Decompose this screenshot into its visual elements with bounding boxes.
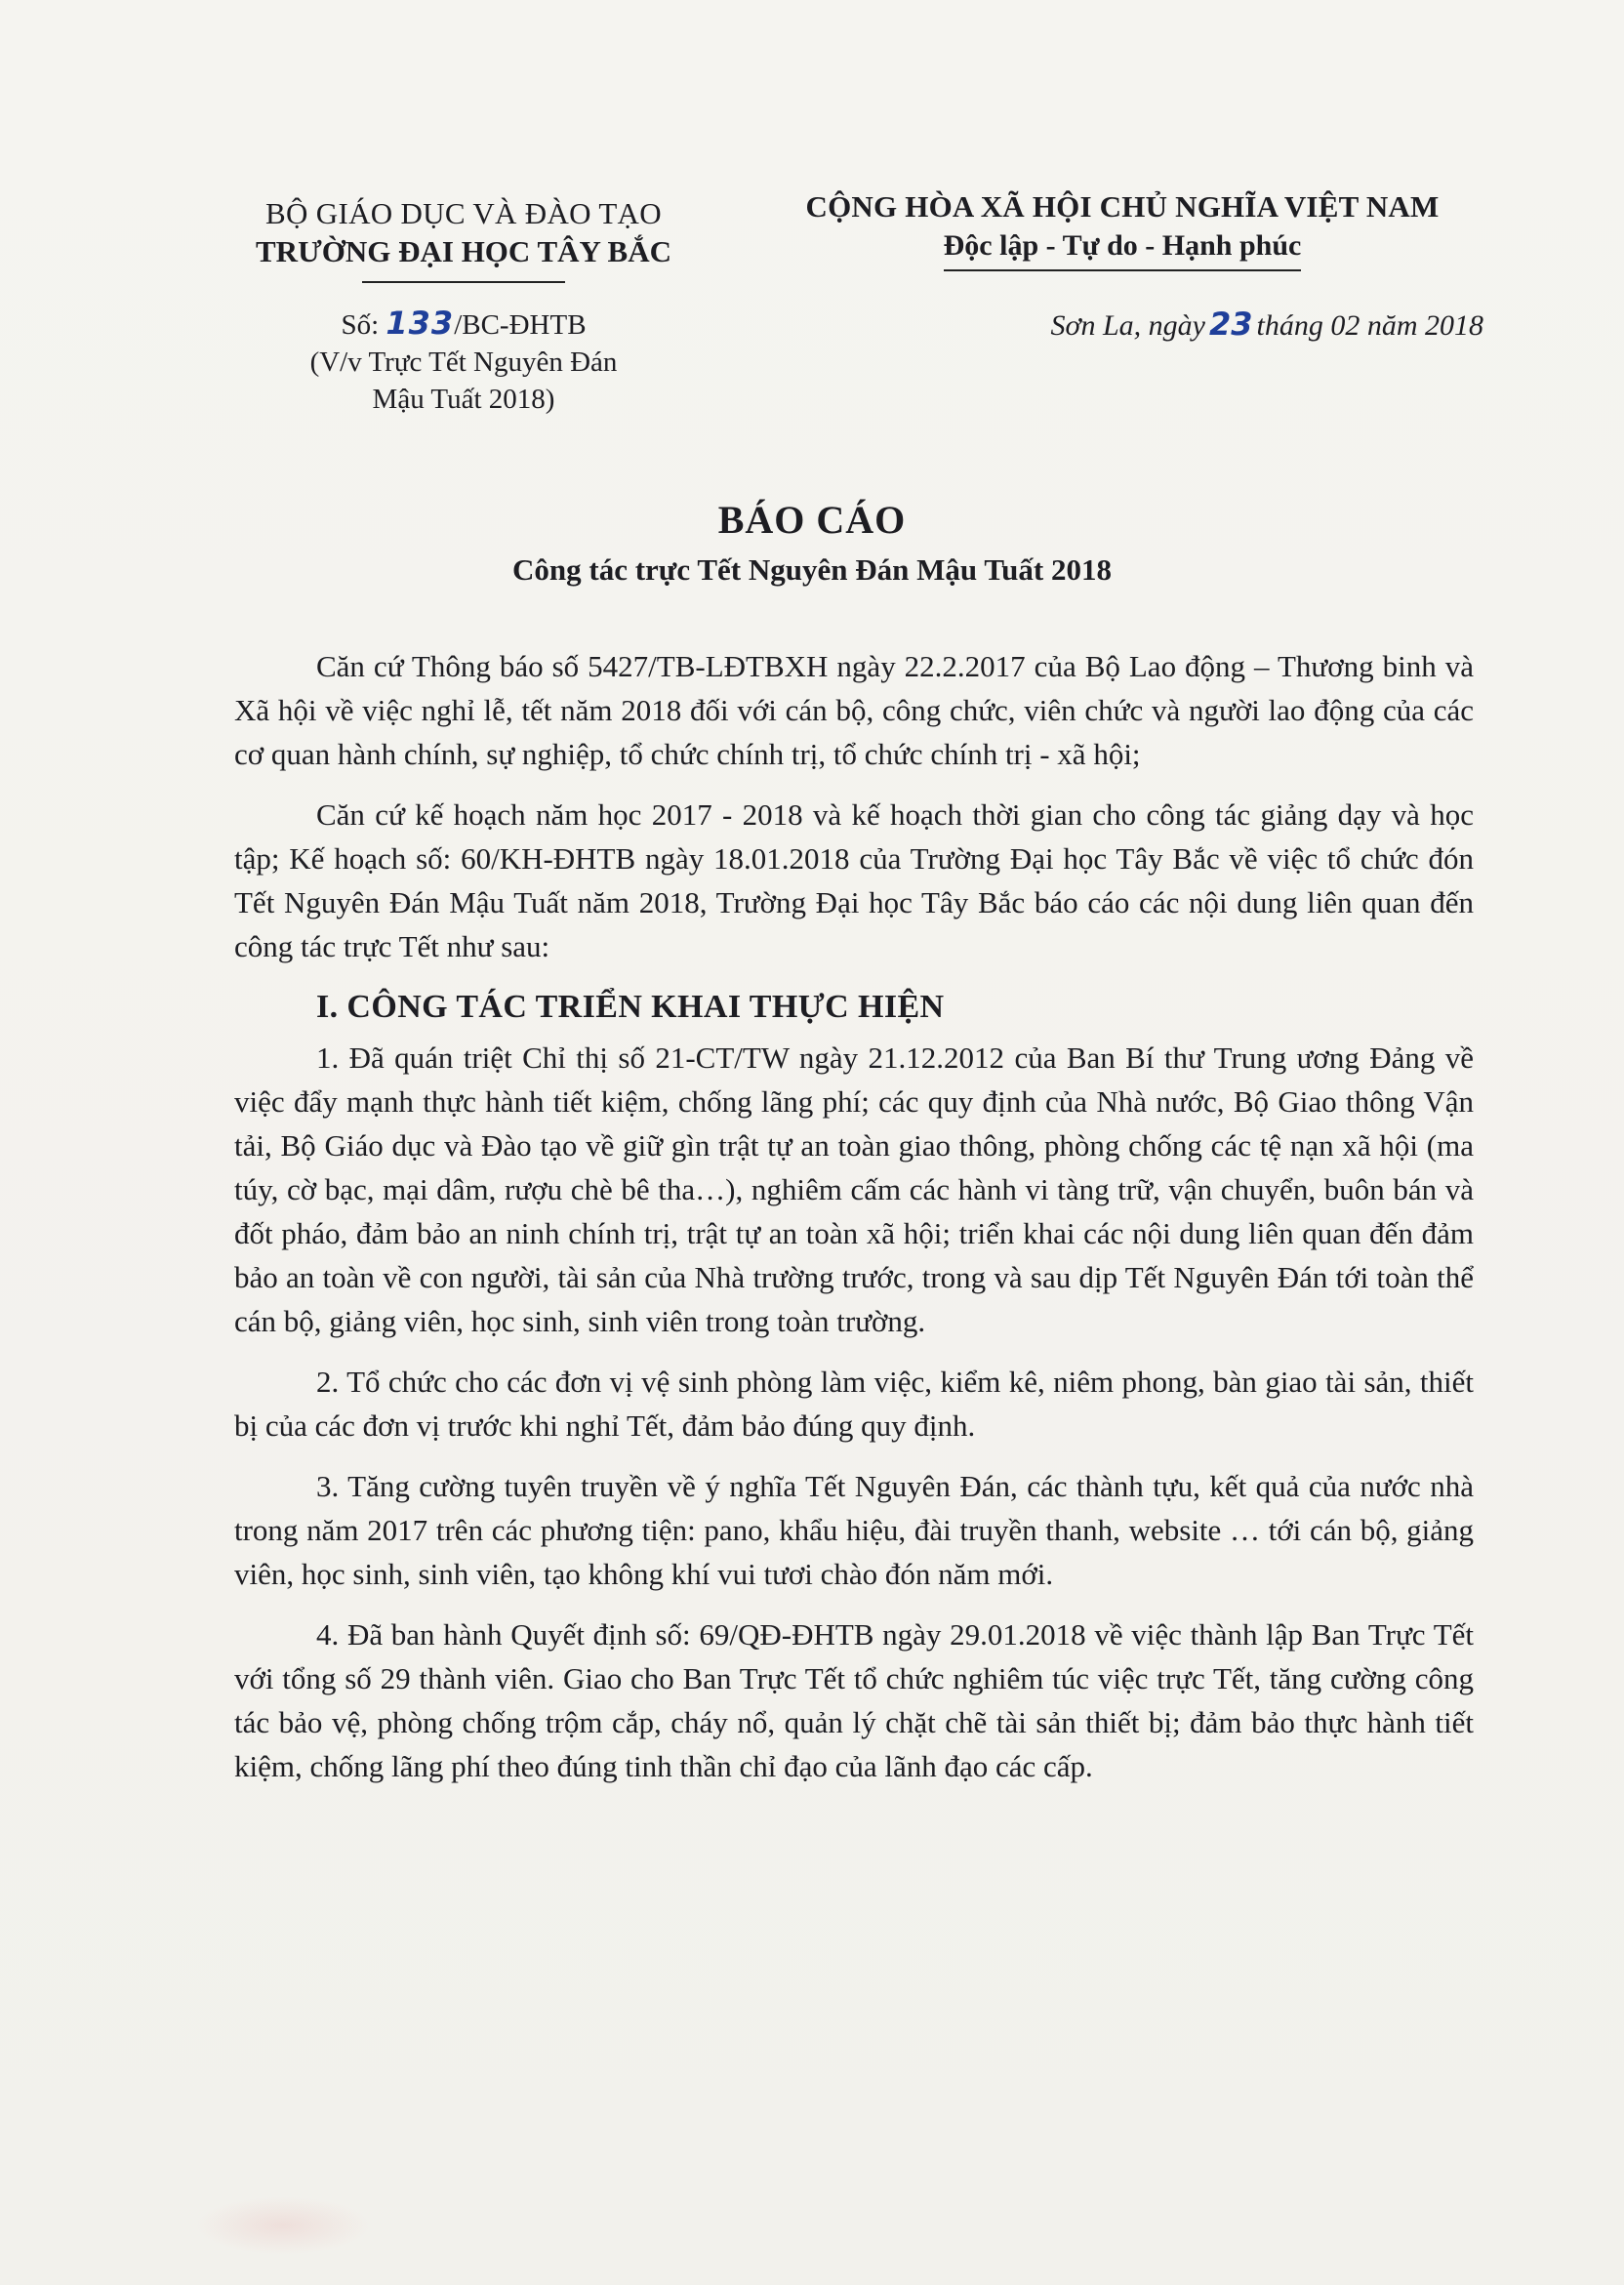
list-item-2: 2. Tổ chức cho các đơn vị vệ sinh phòng làm việc, kiểm kê, niêm phong, bàn giao tài sản, thiết bị của các đơn vị trước khi nghỉ Tết, đảm bảo đúng quy định. <box>234 1365 1474 1443</box>
national-motto: Độc lập - Tự do - Hạnh phúc <box>944 226 1302 271</box>
document-number-suffix: /BC-ĐHTB <box>454 309 587 341</box>
issuer-block <box>190 195 737 418</box>
document-number <box>190 305 737 344</box>
place-date-suffix: tháng 02 năm 2018 <box>1256 309 1483 342</box>
subject-line-2: Mậu Tuất 2018) <box>372 384 555 415</box>
national-header <box>761 187 1483 271</box>
list-item-3: 3. Tăng cường tuyên truyền về ý nghĩa Tết Nguyên Đán, các thành tựu, kết quả của nước nhà trong năm 2017 trên các phương tiện: pano, khẩu hiệu, đài truyền thanh, website … tới cán bộ, giảng viên, học sinh, sinh viên, tạo không khí vui tươi chào đón năm mới. <box>234 1469 1474 1591</box>
paragraph-basis-1: Căn cứ Thông báo số 5427/TB-LĐTBXH ngày 22.2.2017 của Bộ Lao động – Thương binh và Xã hội về việc nghỉ lễ, tết năm 2018 đối với cán bộ, công chức, viên chức và người lao động của các cơ quan hành chính, sự nghiệp, tổ chức chính trị, tổ chức chính trị - xã hội; <box>234 649 1474 771</box>
place-and-date <box>878 305 1483 346</box>
document-number-handwritten: 133 <box>386 305 455 342</box>
title-block <box>0 496 1624 592</box>
place-date-day-handwritten: 23 <box>1208 306 1253 343</box>
document-title: BÁO CÁO <box>717 498 907 542</box>
paper-stain <box>195 2196 371 2255</box>
ministry-name: BỘ GIÁO DỤC VÀ ĐÀO TẠO <box>265 196 662 230</box>
document-number-prefix: Số: <box>341 309 380 341</box>
list-item-4: 4. Đã ban hành Quyết định số: 69/QĐ-ĐHTB ngày 29.01.2018 về việc thành lập Ban Trực Tết với tổng số 29 thành viên. Giao cho Ban Trực Tết tổ chức nghiêm túc việc trực Tết, tăng cường công tác bảo vệ, phòng chống trộm cắp, cháy nổ, quản lý chặt chẽ tài sản thiết bị; đảm bảo thực hành tiết kiệm, chống lãng phí theo đúng tinh thần chỉ đạo của lãnh đạo các cấp. <box>234 1617 1474 1783</box>
university-name: TRƯỜNG ĐẠI HỌC TÂY BẮC <box>256 234 671 268</box>
document-subtitle: Công tác trực Tết Nguyên Đán Mậu Tuất 2018 <box>512 552 1112 587</box>
nation-name: CỘNG HÒA XÃ HỘI CHỦ NGHĨA VIỆT NAM <box>805 189 1440 224</box>
document-body <box>234 644 1474 1805</box>
list-item-1: 1. Đã quán triệt Chỉ thị số 21-CT/TW ngày 21.12.2012 của Ban Bí thư Trung ương Đảng về việc đẩy mạnh thực hành tiết kiệm, chống lãng phí; các quy định của Nhà nước, Bộ Giao thông Vận tải, Bộ Giáo dục và Đào tạo về giữ gìn trật tự an toàn giao thông, phòng chống các tệ nạn xã hội (ma túy, cờ bạc, mại dâm, rượu chè bê tha…), nghiêm cấm các hành vi tàng trữ, vận chuyển, buôn bán và đốt pháo, đảm bảo an ninh chính trị, trật tự an toàn xã hội; triển khai các nội dung liên quan đến đảm bảo an toàn về con người, tài sản của Nhà trường trước, trong và sau dịp Tết Nguyên Đán tới toàn thể cán bộ, giảng viên, học sinh, sinh viên trong toàn trường. <box>234 1040 1474 1338</box>
place-date-prefix: Sơn La, ngày <box>1050 309 1205 342</box>
subject-line-1: (V/v Trực Tết Nguyên Đán <box>309 347 618 378</box>
issuer-divider <box>362 281 565 283</box>
section-heading-1: I. CÔNG TÁC TRIỂN KHAI THỰC HIỆN <box>316 989 945 1025</box>
paragraph-basis-2: Căn cứ kế hoạch năm học 2017 - 2018 và kế hoạch thời gian cho công tác giảng dạy và học tập; Kế hoạch số: 60/KH-ĐHTB ngày 18.01.2018 của Trường Đại học Tây Bắc về việc tổ chức đón Tết Nguyên Đán Mậu Tuất năm 2018, Trường Đại học Tây Bắc báo cáo các nội dung liên quan đến công tác trực Tết như sau: <box>234 797 1474 963</box>
